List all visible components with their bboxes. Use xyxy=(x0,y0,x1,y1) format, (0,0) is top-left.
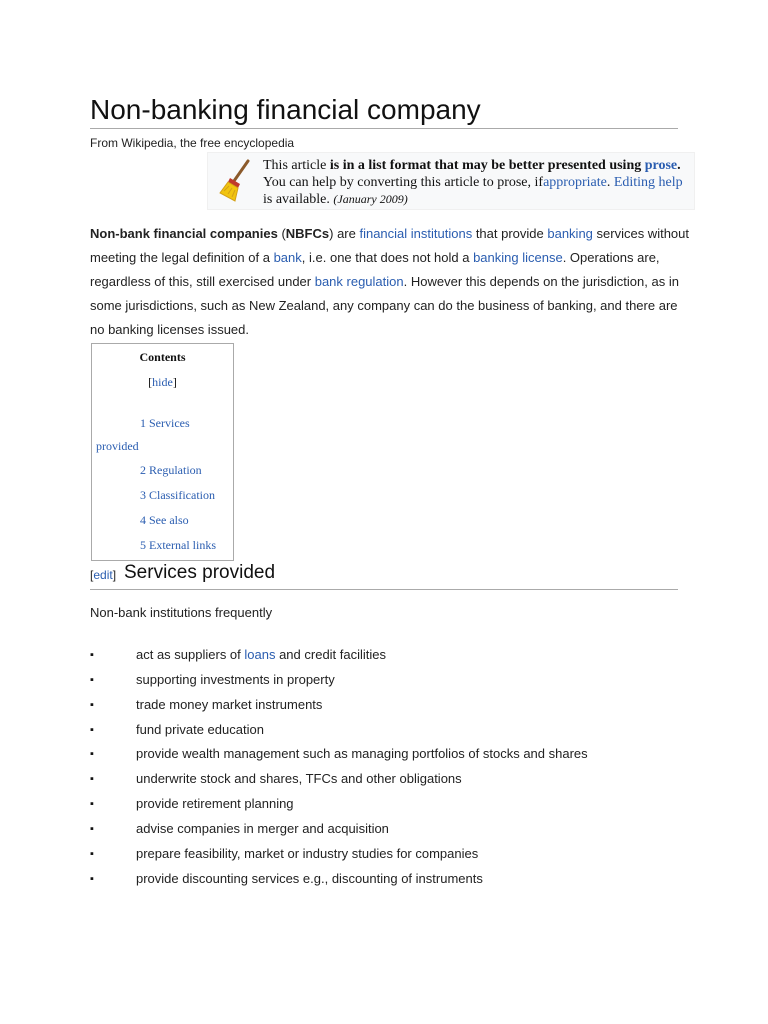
appropriate-link[interactable]: appropriate xyxy=(543,175,607,190)
edit-link[interactable]: edit xyxy=(93,568,113,582)
editing-help-link[interactable]: Editing help xyxy=(613,175,683,190)
toc-item-external-links[interactable]: 5 External links xyxy=(140,538,216,552)
bullet: ▪ xyxy=(90,649,94,661)
list-format-notice xyxy=(207,152,695,210)
broom-icon xyxy=(218,159,254,203)
section-edit: [edit] xyxy=(90,568,117,582)
bullet: ▪ xyxy=(90,872,94,885)
notice-text: This article is in a list format that may be better presented using prose. You can help by converting this article to prose, ifappropriate. Editing help is available. (January 2009) xyxy=(263,158,683,207)
bullet: ▪ xyxy=(90,822,94,835)
section-lead: Non-bank institutions frequently xyxy=(90,605,273,620)
section-title: Services provided xyxy=(124,562,276,583)
page-title: Non-banking financial company xyxy=(90,92,678,129)
section-heading xyxy=(90,560,678,590)
toc-item-services-provided[interactable]: 1 Services provided xyxy=(96,416,190,453)
notice-date: (January 2009) xyxy=(333,192,408,206)
bullet: ▪ xyxy=(90,847,94,860)
prose-link[interactable]: prose xyxy=(644,158,678,173)
bullet: ▪ xyxy=(90,723,94,736)
bullet: ▪ xyxy=(90,748,94,761)
bullet: ▪ xyxy=(90,773,94,786)
toc-hide-control: [hide] xyxy=(148,375,177,389)
intro-paragraph: Non-bank financial companies (NBFCs) are financial institutions that provide banking services without meeting the legal definition of a bank, i.e. one that does not hold a banking license. Operations are, regardless of this, still exercised under bank regulation. However this depends on the jurisdiction, as in some jurisdictions, such as New Zealand, any company can do the business of banking, and there are no banking licenses issued. xyxy=(90,226,689,337)
bank-link[interactable]: bank xyxy=(273,250,302,265)
financial-institutions-link[interactable]: financial institutions xyxy=(359,226,473,241)
banking-link[interactable]: banking xyxy=(547,226,593,241)
bullet: ▪ xyxy=(90,798,94,811)
table-of-contents xyxy=(91,343,234,561)
bullet: ▪ xyxy=(90,673,94,686)
loans-link[interactable]: loans xyxy=(244,647,276,662)
bank-regulation-link[interactable]: bank regulation xyxy=(314,274,404,289)
toc-item-see-also[interactable]: 4 See also xyxy=(140,513,189,527)
bullet: ▪ xyxy=(90,698,94,711)
banking-license-link[interactable]: banking license xyxy=(473,250,563,265)
tagline: From Wikipedia, the free encyclopedia xyxy=(90,136,295,150)
toc-title: Contents xyxy=(139,350,186,364)
toc-hide-link[interactable]: hide xyxy=(152,375,173,389)
toc-item-classification[interactable]: 3 Classification xyxy=(140,488,215,502)
toc-item-regulation[interactable]: 2 Regulation xyxy=(140,463,202,477)
